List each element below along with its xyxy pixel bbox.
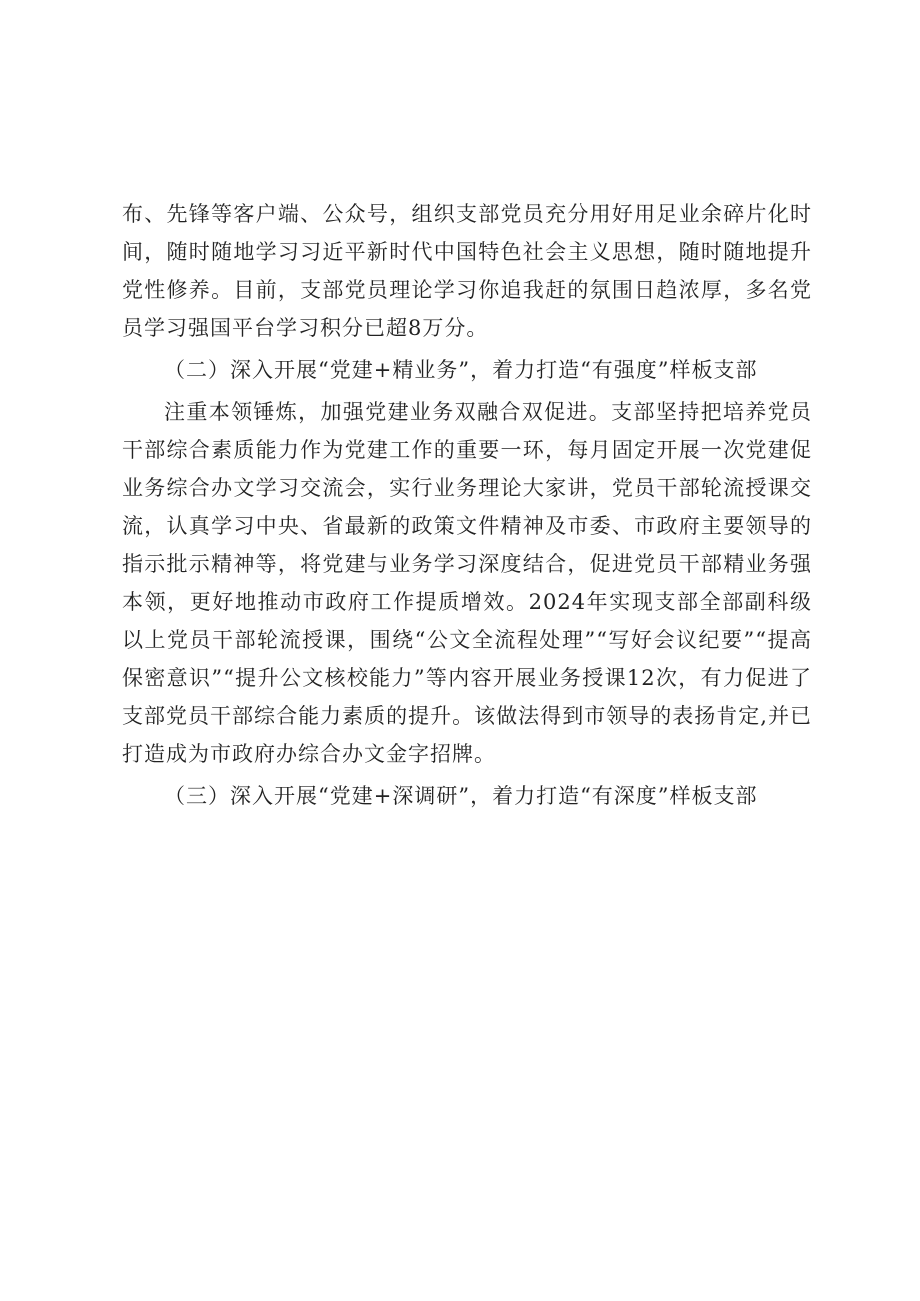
body-paragraph: 布、先锋等客户端、公众号，组织支部党员充分用好用足业余碎片化时间，随时随地学习习近平新时代中国特色社会主义思想，随时随地提升党性修养。目前，支部党员理论学习你追我赶的氛围日趋浓厚，多名党员学习强国平台学习积分已超8万分。 [122, 202, 812, 340]
section-heading-three: （三）深入开展“党建+深调研”，着力打造“有深度”样板支部 [164, 784, 758, 808]
body-paragraph: 注重本领锤炼，加强党建业务双融合双促进。支部坚持把培养党员干部综合素质能力作为党建工作的重要一环，每月固定开展一次党建促业务综合办文学习交流会，实行业务理论大家讲，党员干部轮流授课交流，认真学习中央、省最新的政策文件精神及市委、市政府主要领导的指示批示精神等，将党建与业务学习深度结合，促进党员干部精业务强本领，更好地推动市政府工作提质增效。2024年实现支部全部副科级以上党员干部轮流授课，围绕“公文全流程处理”“写好会议纪要”“提高保密意识”“提升公文核校能力”等内容开展业务授课12次，有力促进了支部党员干部综合能力素质的提升。该做法得到市领导的表扬肯定,并已打造成为市政府办综合办文金字招牌。 [122, 400, 812, 766]
section-heading-two: （二）深入开展“党建+精业务”，着力打造“有强度”样板支部 [164, 358, 758, 382]
document-body [122, 195, 812, 815]
